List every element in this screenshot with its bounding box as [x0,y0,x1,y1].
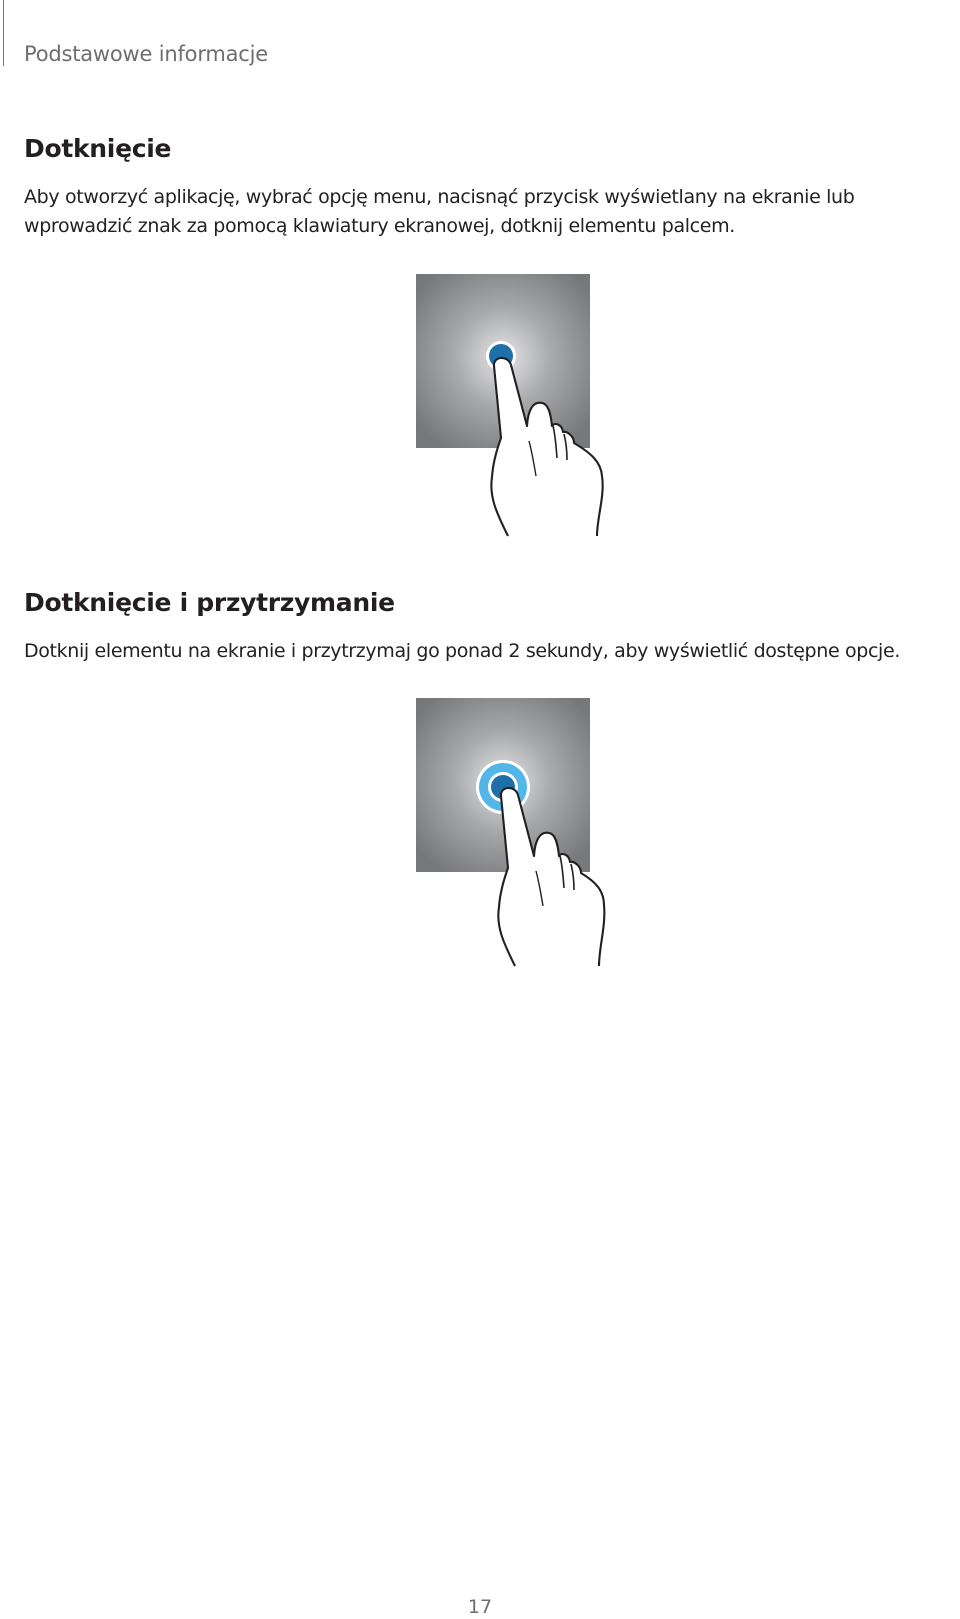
page-edge-rule [3,0,4,66]
section-title-tap-and-hold: Dotknięcie i przytrzymanie [24,588,395,617]
section-title-tap: Dotknięcie [24,134,172,163]
section-tap-text-line-1: Aby otworzyć aplikację, wybrać opcję menu, nacisnąć przycisk wyświetlany na ekranie lub [24,186,855,208]
section-tap-text-line-2: wprowadzić znak za pomocą klawiatury ekranowej, dotknij elementu palcem. [24,215,735,237]
section-tap-hold-text-line-1: Dotknij elementu na ekranie i przytrzymaj go ponad 2 sekundy, aby wyświetlić dostępne opcje. [24,640,901,662]
tap-and-hold-gesture-icon [416,698,608,970]
tap-gesture-icon [416,274,608,546]
running-header: Podstawowe informacje [24,42,269,66]
page-number: 17 [467,1596,493,1618]
